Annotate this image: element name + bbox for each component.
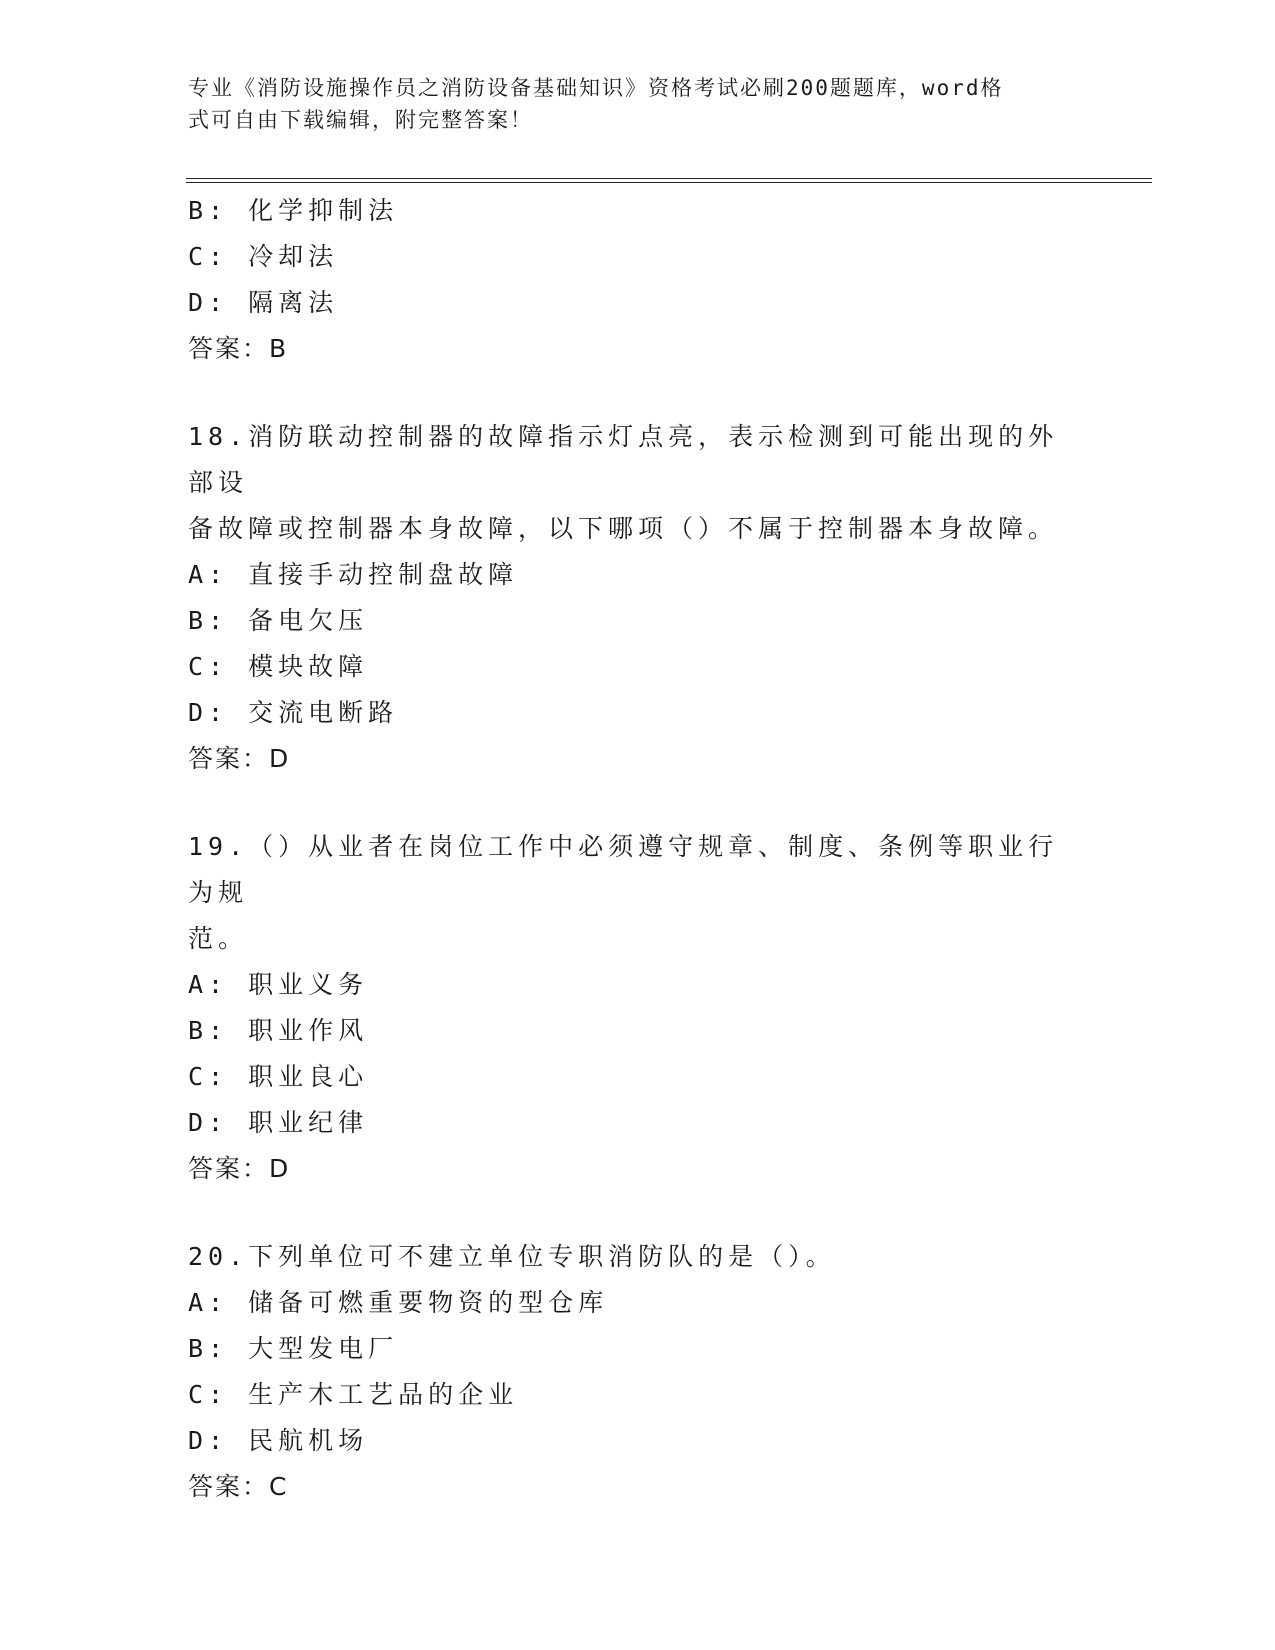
question-20 — [188, 1234, 1088, 1510]
option-c: C: 生产木工艺品的企业 — [188, 1380, 519, 1409]
answer: 答案：C — [188, 1472, 289, 1501]
option-a: A: 储备可燃重要物资的型仓库 — [188, 1288, 609, 1317]
answer: 答案：D — [188, 1154, 291, 1183]
option-d: D: 职业纪律 — [188, 1108, 369, 1137]
option-a: A: 职业义务 — [188, 970, 369, 999]
option-b: B: 大型发电厂 — [188, 1334, 399, 1363]
question-text-continued: 备故障或控制器本身故障，以下哪项（）不属于控制器本身故障。 — [188, 514, 1059, 543]
option-c: C: 冷却法 — [188, 242, 339, 271]
document-header — [188, 72, 1068, 136]
question-list — [188, 188, 1088, 1510]
option-a: A: 直接手动控制盘故障 — [188, 560, 519, 589]
option-d: D: 民航机场 — [188, 1426, 369, 1455]
option-d: D: 交流电断路 — [188, 698, 399, 727]
spacer — [188, 1192, 1088, 1234]
header-divider-top — [186, 178, 1152, 179]
spacer — [188, 372, 1088, 414]
question-19 — [188, 824, 1088, 1192]
answer: 答案：D — [188, 744, 291, 773]
option-c: C: 模块故障 — [188, 652, 369, 681]
question-18 — [188, 414, 1088, 782]
header-line-2: 式可自由下载编辑，附完整答案！ — [188, 108, 533, 132]
question-text: 19.（）从业者在岗位工作中必须遵守规章、制度、条例等职业行为规 — [188, 832, 1059, 907]
question-17-tail — [188, 188, 1088, 372]
spacer — [188, 782, 1088, 824]
answer: 答案：B — [188, 334, 289, 363]
question-text: 20.下列单位可不建立单位专职消防队的是（）。 — [188, 1242, 836, 1271]
option-b: B: 备电欠压 — [188, 606, 369, 635]
option-b: B: 化学抑制法 — [188, 196, 399, 225]
header-divider-bottom — [186, 182, 1152, 183]
option-d: D: 隔离法 — [188, 288, 339, 317]
header-line-1: 专业《消防设施操作员之消防设备基础知识》资格考试必刷200题题库，word格 — [188, 76, 1004, 100]
question-text: 18.消防联动控制器的故障指示灯点亮，表示检测到可能出现的外部设 — [188, 422, 1059, 497]
question-text-continued: 范。 — [188, 924, 249, 953]
option-b: B: 职业作风 — [188, 1016, 369, 1045]
option-c: C: 职业良心 — [188, 1062, 369, 1091]
